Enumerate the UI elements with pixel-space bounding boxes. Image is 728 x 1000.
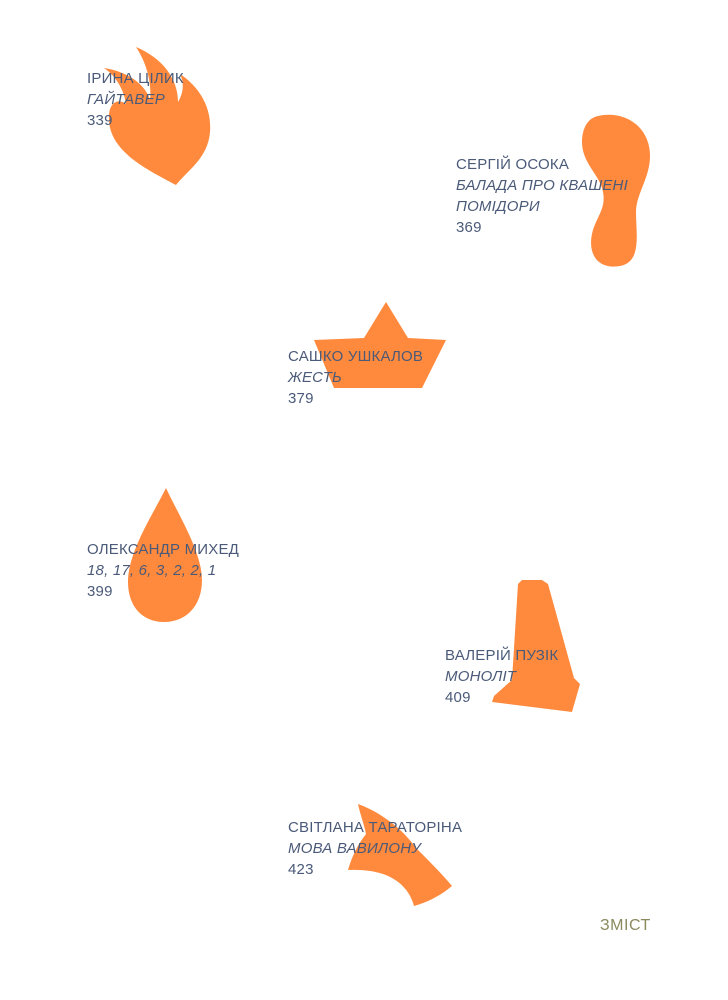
toc-entry-taratorina[interactable] (288, 817, 462, 880)
author-name: СЕРГІЙ ОСОКА (456, 156, 570, 173)
author-name: ВАЛЕРІЙ ПУЗІК (445, 647, 559, 664)
work-title: МОНОЛІТ (445, 668, 517, 685)
work-title-continued: ПОМІДОРИ (456, 198, 540, 215)
work-title: МОВА ВАВИЛОНУ (288, 840, 422, 857)
toc-entry-puzik[interactable] (445, 645, 558, 708)
toc-entry-osoka[interactable] (456, 154, 628, 238)
contents-link[interactable]: ЗМІСТ (600, 917, 651, 934)
toc-entry-tsilyk[interactable] (87, 68, 184, 131)
work-title: 18, 17, 6, 3, 2, 2, 1 (87, 562, 217, 579)
author-name: ІРИНА ЦІЛИК (87, 70, 184, 87)
page-number: 369 (456, 219, 482, 236)
toc-entry-mykhed[interactable] (87, 539, 239, 602)
author-name: ОЛЕКСАНДР МИХЕД (87, 541, 240, 558)
work-title: ЖЕСТЬ (288, 369, 343, 386)
page-number: 379 (288, 390, 314, 407)
work-title: БАЛАДА ПРО КВАШЕНІ (456, 177, 628, 194)
page-number: 409 (445, 689, 471, 706)
author-name: СВІТЛАНА ТАРАТОРІНА (288, 819, 463, 836)
page-number: 339 (87, 112, 113, 129)
author-name: САШКО УШКАЛОВ (288, 348, 424, 365)
toc-entry-ushkalov[interactable] (288, 346, 423, 409)
page-number: 423 (288, 861, 314, 878)
work-title: ГАЙТАВЕР (87, 91, 166, 108)
page-number: 399 (87, 583, 113, 600)
